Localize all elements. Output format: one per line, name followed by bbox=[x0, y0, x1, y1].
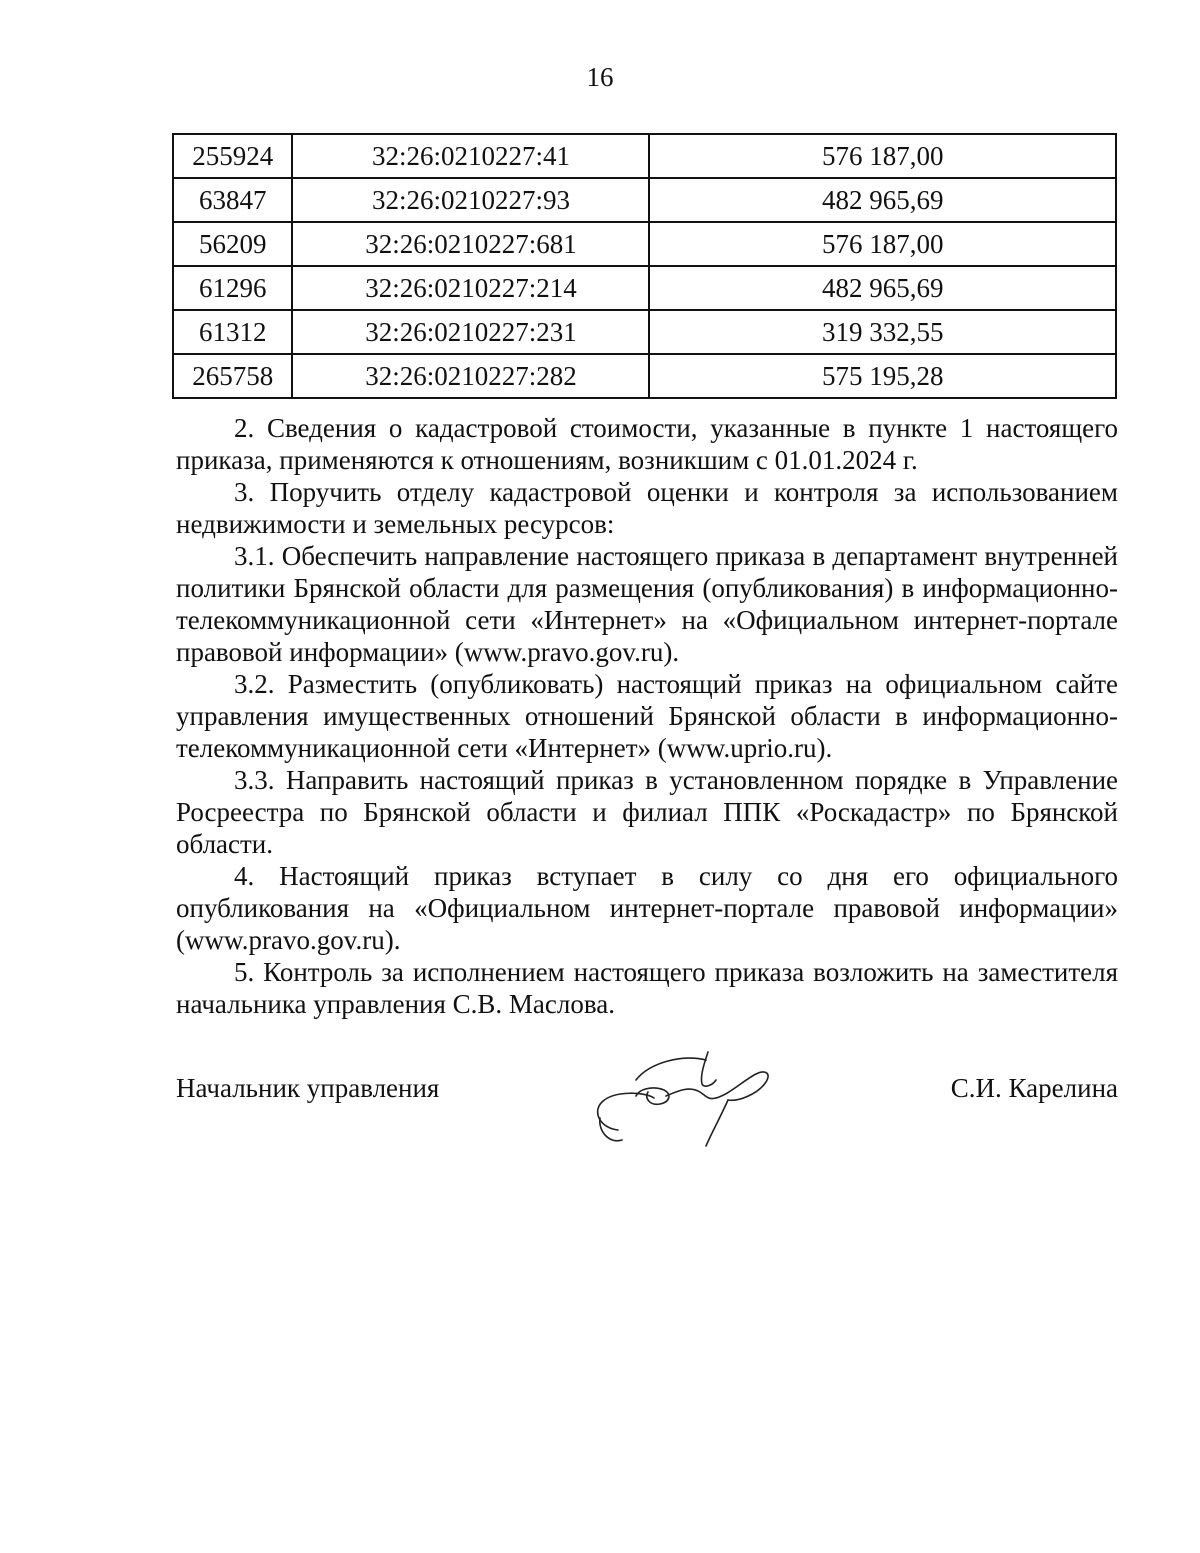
table-row bbox=[173, 310, 1116, 354]
table-cell-cadastral-number: 32:26:0210227:41 bbox=[292, 134, 649, 178]
table-cell-cadastral-number: 32:26:0210227:681 bbox=[292, 222, 649, 266]
table-cell-value: 319 332,55 bbox=[649, 310, 1116, 354]
table-cell-value: 576 187,00 bbox=[649, 134, 1116, 178]
table-row bbox=[173, 222, 1116, 266]
page-number: 16 bbox=[586, 62, 614, 92]
table-cell-value: 482 965,69 bbox=[649, 178, 1116, 222]
signatory-position: Начальник управления bbox=[176, 1073, 440, 1103]
table-cell-value: 576 187,00 bbox=[649, 222, 1116, 266]
table-row bbox=[173, 178, 1116, 222]
table-cell-id: 255924 bbox=[173, 134, 292, 178]
paragraph-2: 2. Сведения о кадастровой стоимости, указанные в пункте 1 настоящего приказа, применяются к отношениям, возникшим с 01.01.2024 г. bbox=[176, 413, 1118, 475]
signatory-name: С.И. Карелина bbox=[950, 1073, 1118, 1103]
table-cell-cadastral-number: 32:26:0210227:231 bbox=[292, 310, 649, 354]
handwritten-signature-icon bbox=[588, 1040, 788, 1150]
table-row bbox=[173, 266, 1116, 310]
paragraph-5: 5. Контроль за исполнением настоящего приказа возложить на заместителя начальника управления С.В. Маслова. bbox=[176, 957, 1118, 1019]
table-row bbox=[173, 354, 1116, 398]
paragraph-4: 4. Настоящий приказ вступает в силу со дня его официального опубликования на «Официальном интернет-портале правовой информации» (www.pravo.gov.ru). bbox=[176, 861, 1118, 955]
paragraph-3-3: 3.3. Направить настоящий приказ в установленном порядке в Управление Росреестра по Брянской области и филиал ППК «Роскадастр» по Брянской области. bbox=[176, 765, 1118, 859]
table-cell-id: 56209 bbox=[173, 222, 292, 266]
paragraph-3: 3. Поручить отделу кадастровой оценки и контроля за использованием недвижимости и земельных ресурсов: bbox=[176, 477, 1118, 539]
table-cell-cadastral-number: 32:26:0210227:214 bbox=[292, 266, 649, 310]
table-cell-id: 265758 bbox=[173, 354, 292, 398]
table-row bbox=[173, 134, 1116, 178]
paragraph-3-2: 3.2. Разместить (опубликовать) настоящий приказ на официальном сайте управления имущественных отношений Брянской области в информационно-телекоммуникационной сети «Интернет» (www.uprio.ru). bbox=[176, 669, 1118, 763]
table-cell-cadastral-number: 32:26:0210227:282 bbox=[292, 354, 649, 398]
cadastral-table bbox=[172, 133, 1117, 399]
table-cell-cadastral-number: 32:26:0210227:93 bbox=[292, 178, 649, 222]
paragraph-3-1: 3.1. Обеспечить направление настоящего приказа в департамент внутренней политики Брянской области для размещения (опубликования) в информационно-телекоммуникационной сети «Интернет» на «Официальном интернет-портале правовой информации» (www.pravo.gov.ru). bbox=[176, 541, 1118, 667]
table-cell-id: 61312 bbox=[173, 310, 292, 354]
table-cell-id: 63847 bbox=[173, 178, 292, 222]
table-cell-value: 575 195,28 bbox=[649, 354, 1116, 398]
order-body bbox=[176, 412, 1118, 1020]
table-cell-id: 61296 bbox=[173, 266, 292, 310]
table-cell-value: 482 965,69 bbox=[649, 266, 1116, 310]
